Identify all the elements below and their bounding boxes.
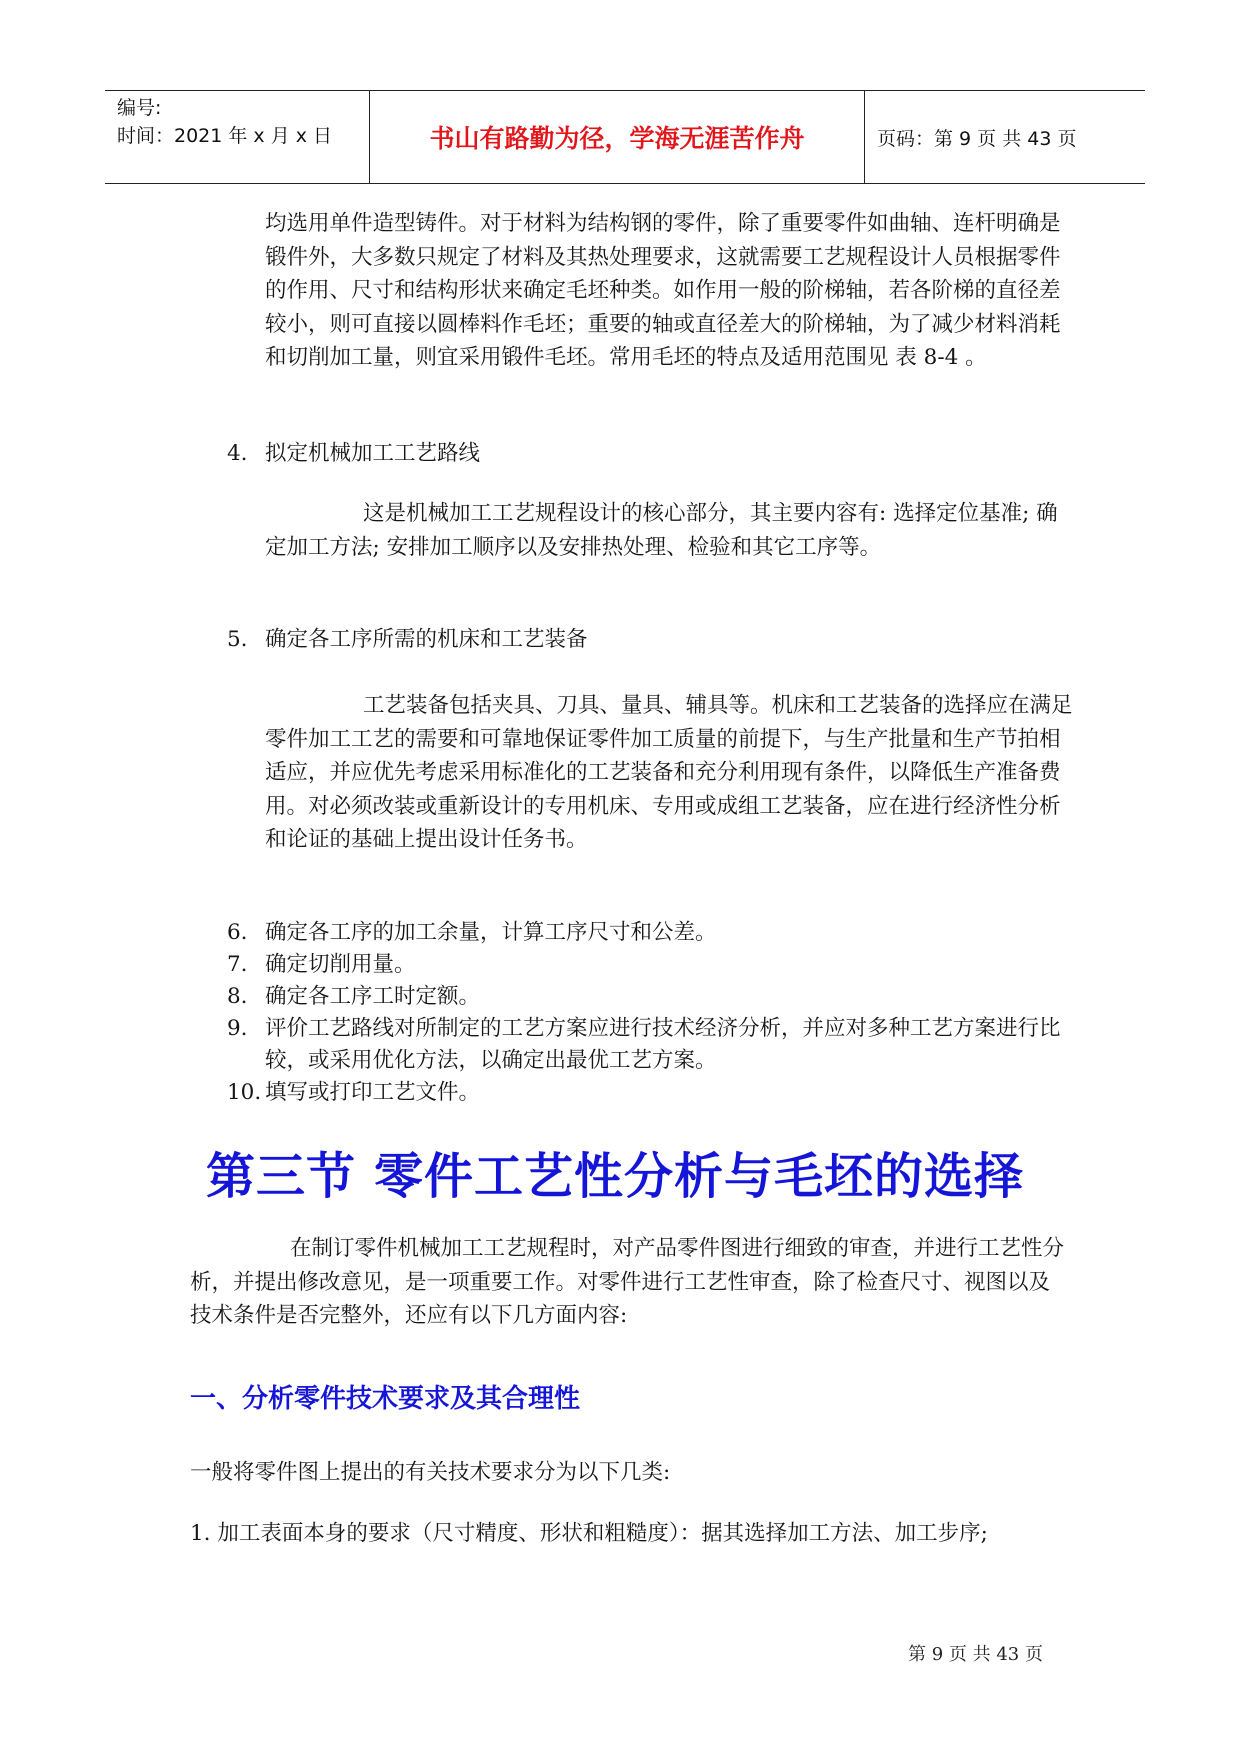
- header-info-cell: [105, 91, 370, 183]
- paragraph-general: 一般将零件图上提出的有关技术要求分为以下几类:: [190, 1460, 671, 1485]
- list-item-9: [227, 1013, 1087, 1077]
- paragraph-equipment: 工艺装备包括夹具、刀具、量具、辅具等。机床和工艺装备的选择应在满足零件加工工艺的需要和可靠地保证零件加工质量的前提下，与生产批量和生产节拍相适应，并应优先考虑采用标准化的工艺装备和充分利用现有条件，以降低生产准备费用。对必须改装或重新设计的专用机床、专用或成组工艺装备，应在进行经济性分析和论证的基础上提出设计任务书。: [265, 693, 1073, 852]
- time-label: 时间：2021 年 x 月 x 日: [117, 125, 333, 147]
- page-footer: 第 9 页 共 43 页: [908, 1644, 1043, 1665]
- list-number: 6.: [227, 920, 248, 945]
- paragraph-section-intro: 在制订零件机械加工工艺规程时，对产品零件图进行细致的审查，并进行工艺性分析，并提出修改意见，是一项重要工作。对零件进行工艺性审查，除了检查尺寸、视图以及技术条件是否完整外，还应有以下几方面内容:: [190, 1236, 1065, 1328]
- list-number: 7.: [227, 952, 248, 977]
- list-number: 5.: [227, 627, 248, 652]
- list-number: 9.: [227, 1016, 248, 1041]
- list-text: 确定各工序工时定额。: [265, 984, 481, 1009]
- list-text: 确定各工序所需的机床和工艺装备: [265, 627, 588, 652]
- list-number: 10.: [227, 1080, 262, 1105]
- paragraph-route: 这是机械加工工艺规程设计的核心部分，其主要内容有: 选择定位基准; 确定加工方法; 安排加工顺序以及安排热处理、检验和其它工序等。: [265, 501, 1058, 560]
- list-number: 8.: [227, 984, 248, 1009]
- list-text: 拟定机械加工工艺路线: [265, 441, 481, 466]
- subsection-title: 一、分析零件技术要求及其合理性: [190, 1384, 581, 1414]
- section-title: 第三节 零件工艺性分析与毛坯的选择: [206, 1148, 1025, 1205]
- serial-label: 编号:: [117, 97, 162, 119]
- header-motto-cell: [370, 91, 865, 183]
- header-page-cell: [865, 91, 1145, 183]
- header-page-label: 页码：第 9 页 共 43 页: [877, 127, 1077, 150]
- paragraph-item-1: 1. 加工表面本身的要求（尺寸精度、形状和粗糙度）：据其选择加工方法、加工步序;: [190, 1521, 988, 1546]
- paragraph-blank-selection: 均选用单件造型铸件。对于材料为结构钢的零件，除了重要零件如曲轴、连杆明确是锻件外，大多数只规定了材料及其热处理要求，这就需要工艺规程设计人员根据零件的作用、尺寸和结构形状来确定毛坯种类。如作用一般的阶梯轴，若各阶梯的直径差较小，则可直接以圆棒料作毛坯；重要的轴或直径差大的阶梯轴，为了减少材料消耗和切削加工量，则宜采用锻件毛坯。常用毛坯的特点及适用范围见 表 8-4 。: [265, 211, 1061, 370]
- list-text: 确定各工序的加工余量，计算工序尺寸和公差。: [265, 920, 717, 945]
- page-header: [105, 90, 1145, 184]
- list-text: 评价工艺路线对所制定的工艺方案应进行技术经济分析，并应对多种工艺方案进行比较，或采用优化方法，以确定出最优工艺方案。: [265, 1016, 1061, 1073]
- list-text: 填写或打印工艺文件。: [265, 1080, 481, 1105]
- motto-text: 书山有路勤为径，学海无涯苦作舟: [429, 124, 805, 153]
- list-text: 确定切削用量。: [265, 952, 416, 977]
- list-number: 4.: [227, 441, 248, 466]
